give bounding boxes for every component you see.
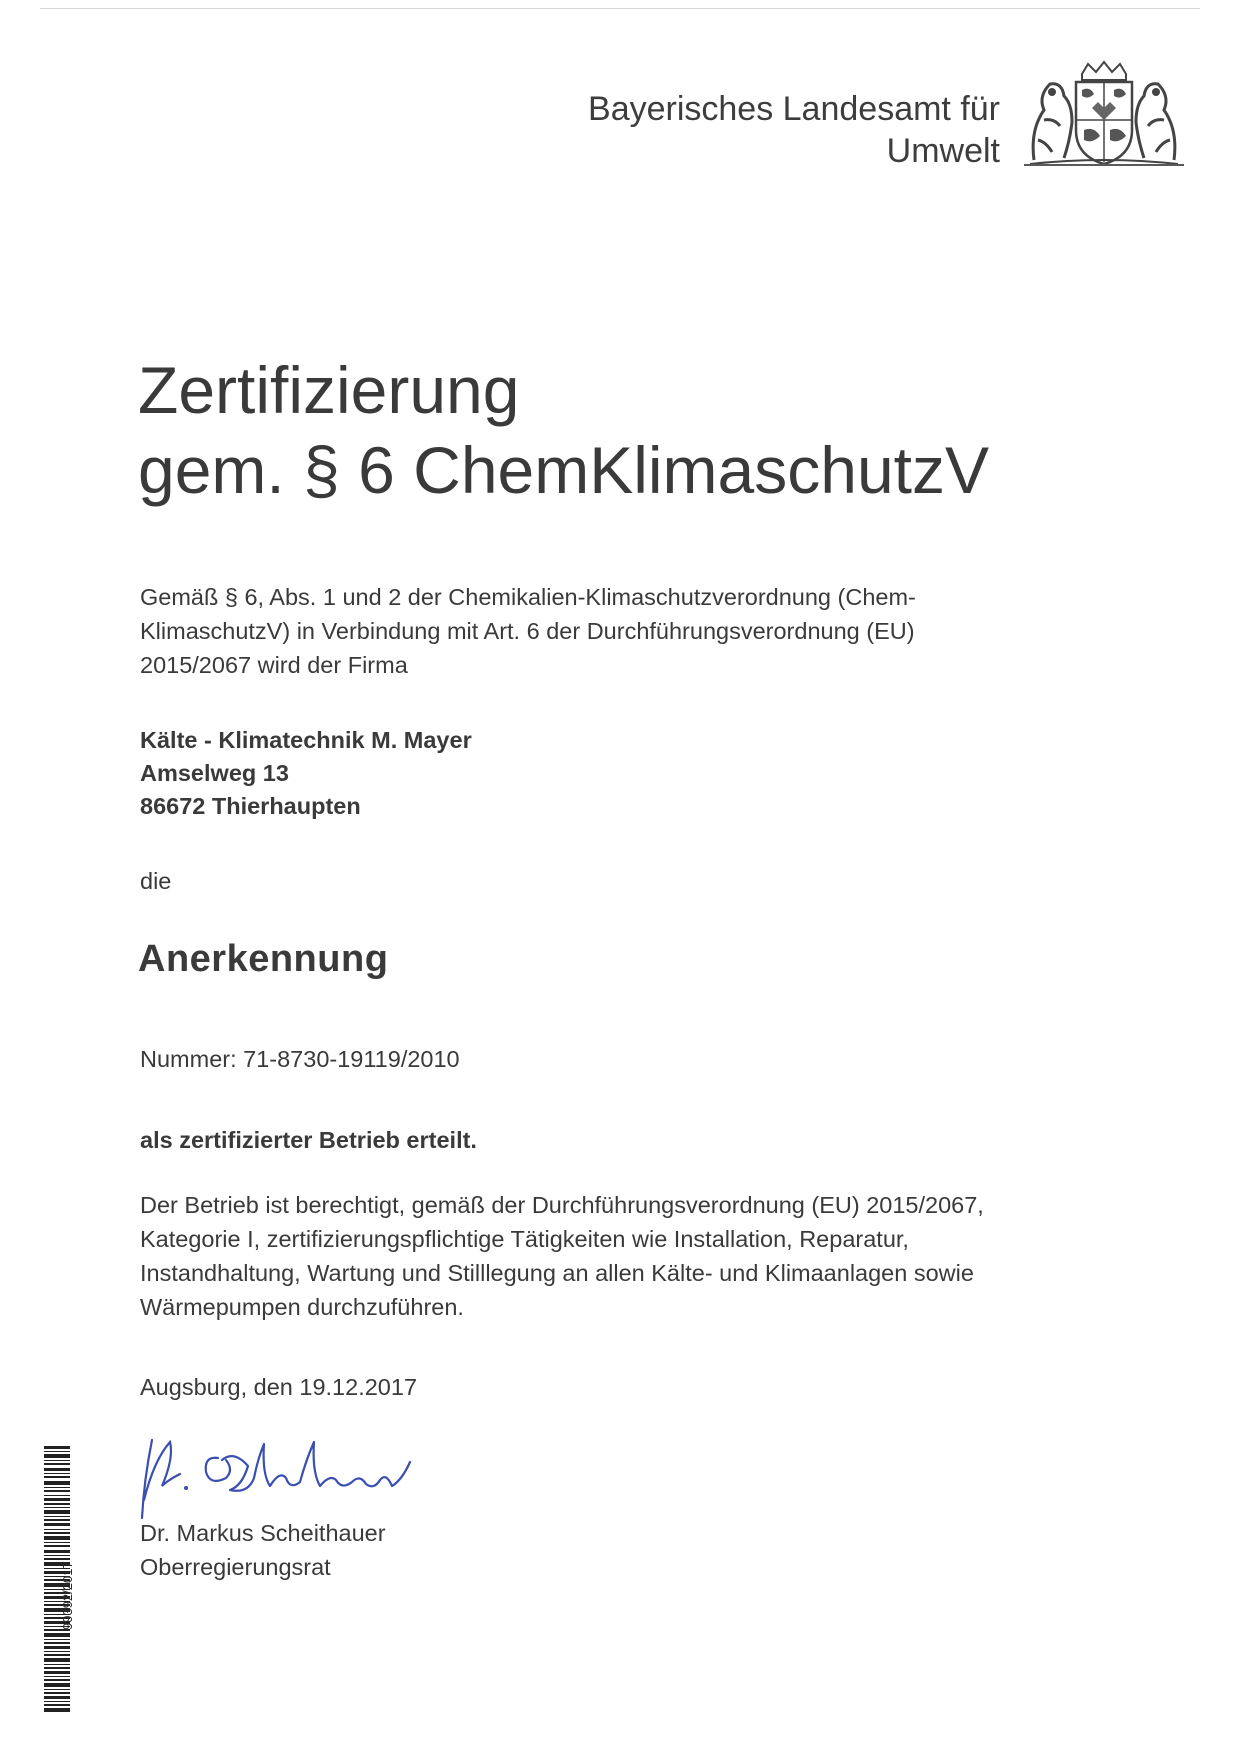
barcode-number: 99392/2017 bbox=[60, 1561, 75, 1630]
company-name: Kälte - Klimatechnik M. Mayer bbox=[140, 727, 472, 753]
authority-name bbox=[588, 88, 1000, 172]
header-rule bbox=[1024, 164, 1184, 166]
top-rule bbox=[40, 8, 1200, 9]
authority-line-1: Bayerisches Landesamt für bbox=[588, 90, 1000, 128]
bavarian-coat-of-arms-icon bbox=[1024, 60, 1184, 170]
signer-name: Dr. Markus Scheithauer bbox=[140, 1520, 386, 1546]
title-line-1: Zertifizierung bbox=[138, 353, 520, 427]
handwritten-signature bbox=[130, 1400, 430, 1520]
recognition-heading: Anerkennung bbox=[138, 938, 389, 980]
authority-line-2: Umwelt bbox=[886, 132, 1000, 170]
place-date: Augsburg, den 19.12.2017 bbox=[140, 1374, 418, 1400]
title-line-2: gem. § 6 ChemKlimaschutzV bbox=[138, 433, 990, 507]
company-address bbox=[140, 724, 472, 823]
recognition-number: Nummer: 71-8730-19119/2010 bbox=[140, 1046, 460, 1072]
signer-block bbox=[140, 1516, 386, 1584]
page-title bbox=[138, 350, 989, 510]
signer-role: Oberregierungsrat bbox=[140, 1554, 331, 1580]
granted-statement: als zertifizierter Betrieb erteilt. bbox=[140, 1127, 477, 1153]
permissions-paragraph: Der Betrieb ist berechtigt, gemäß der Durchführungsverordnung (EU) 2015/2067, Kategorie I, zertifizierungspflichtige Tätigkeiten wie Installation, Reparatur, Instandhaltung, Wartung und Stilllegung an allen Kälte- und Klimaanlagen sowie Wärmepumpen durchzuführen. bbox=[140, 1192, 984, 1320]
connector-text: die bbox=[140, 868, 172, 894]
intro-paragraph: Gemäß § 6, Abs. 1 und 2 der Chemikalien-Klimaschutzverordnung (Chem-KlimaschutzV) in Verbindung mit Art. 6 der Durchführungsverordnung (EU) 2015/2067 wird der Firma bbox=[140, 584, 916, 678]
company-city: 86672 Thierhaupten bbox=[140, 793, 361, 819]
company-street: Amselweg 13 bbox=[140, 760, 289, 786]
